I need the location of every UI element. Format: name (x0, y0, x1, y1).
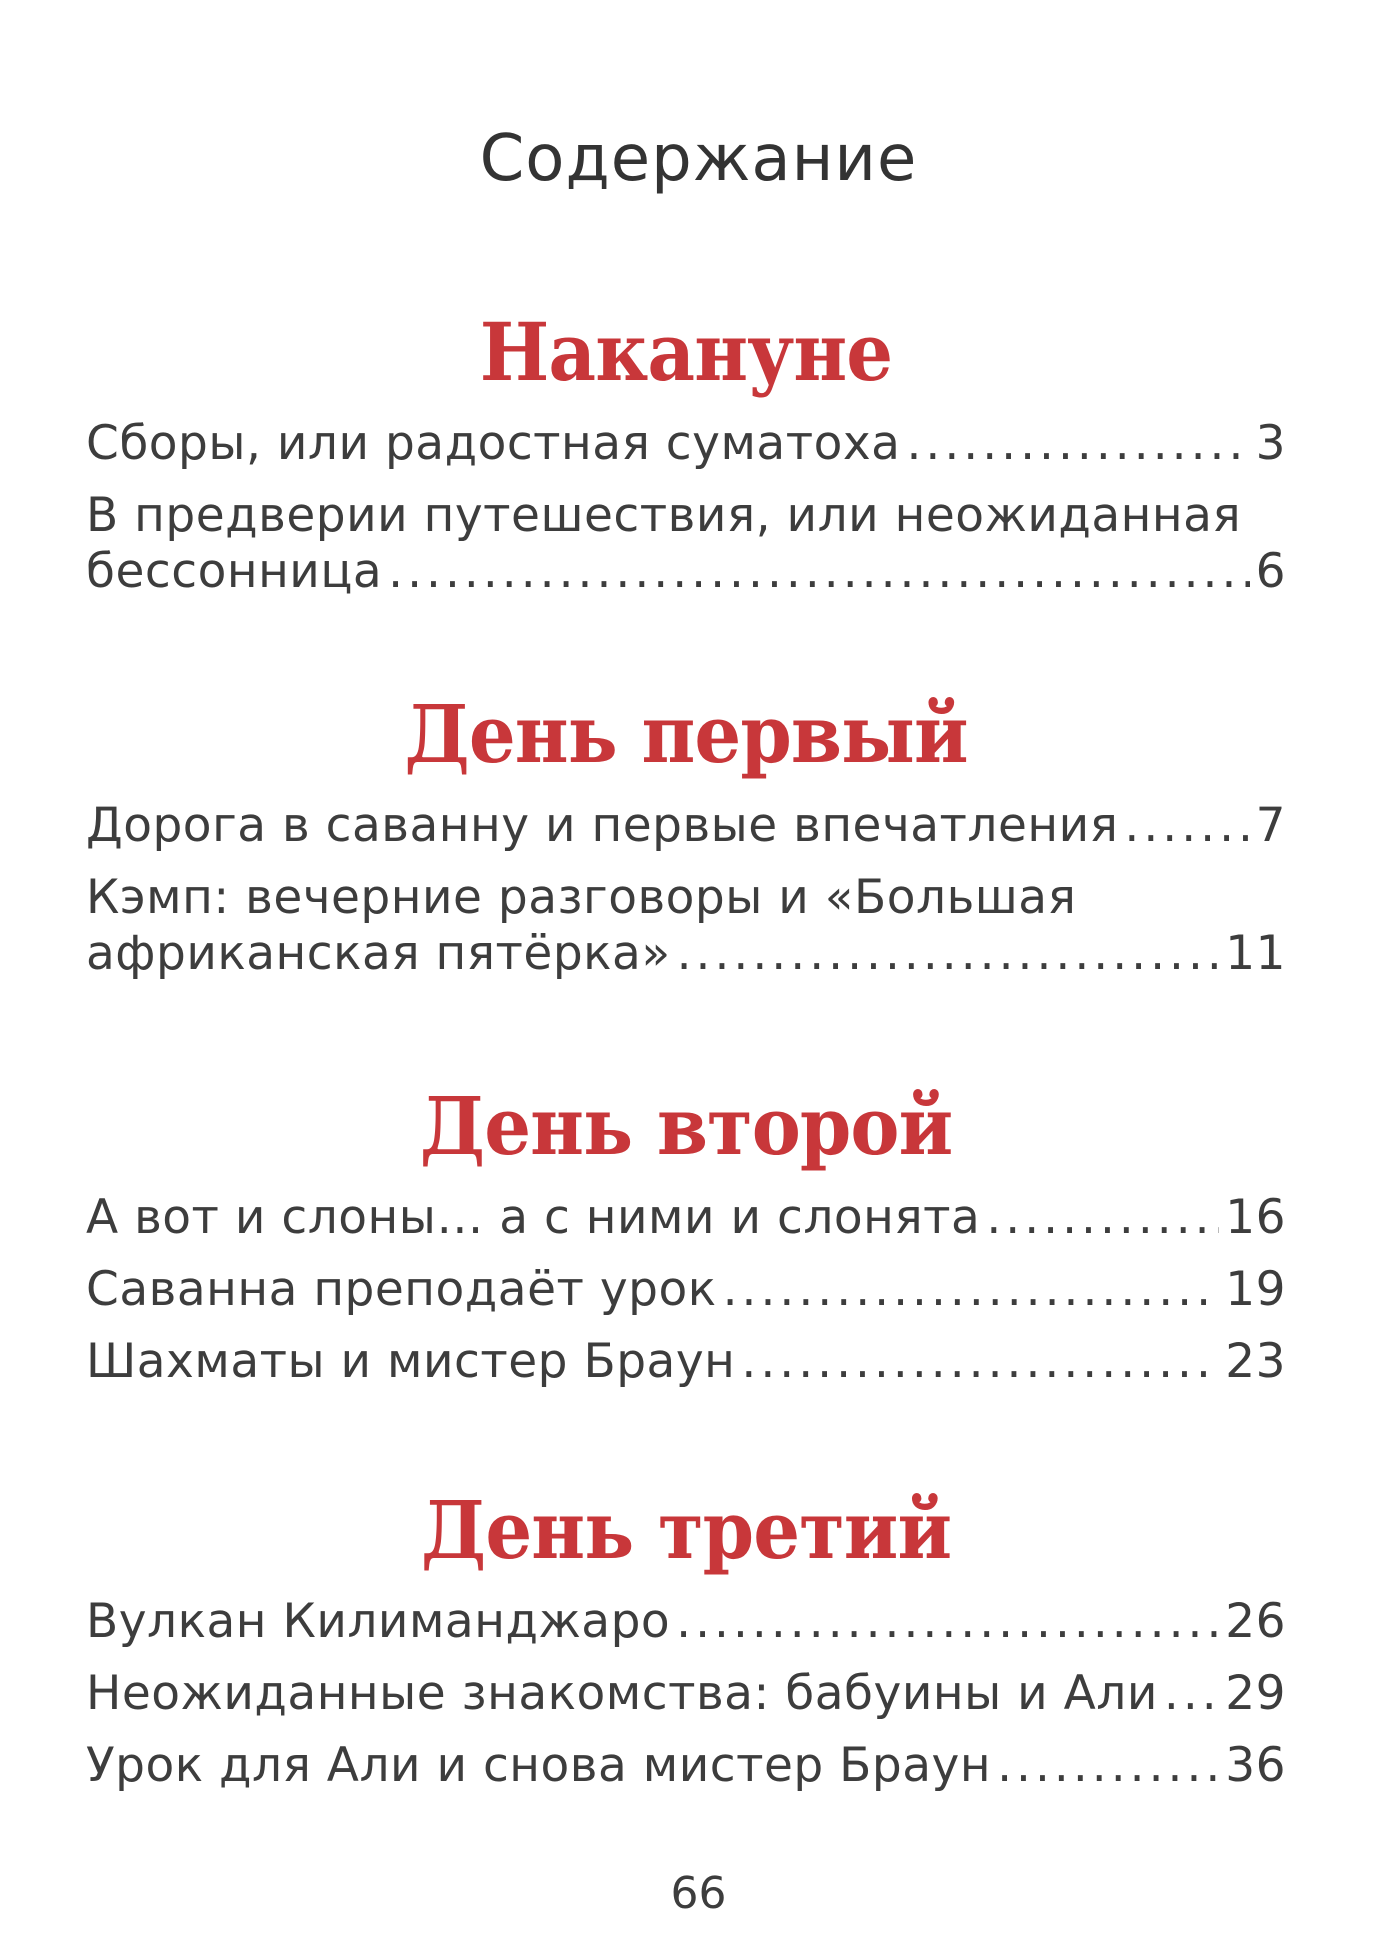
page-number: 66 (670, 1868, 727, 1919)
dot-leader (906, 416, 1249, 472)
dot-leader (388, 544, 1249, 600)
toc-entry[interactable] (86, 1594, 1286, 1650)
toc-entry-title: Урок для Али и снова мистер Браун (86, 1738, 992, 1793)
toc-entry[interactable] (86, 1334, 1286, 1390)
dot-leader (677, 926, 1220, 982)
toc-entry[interactable] (86, 416, 1286, 472)
toc-entry-page: 19 (1225, 1262, 1286, 1317)
section-nakanune (86, 305, 1286, 616)
toc-entry-title: Саванна преподаёт урок (86, 1262, 717, 1317)
dot-leader (676, 1594, 1219, 1650)
toc-entry[interactable] (86, 1262, 1286, 1318)
toc-entry[interactable] (86, 798, 1286, 854)
toc-entry-page: 16 (1225, 1190, 1286, 1245)
toc-entry[interactable] (86, 1190, 1286, 1246)
toc-entry-page: 36 (1225, 1738, 1286, 1793)
toc-entry-title: Шахматы и мистер Браун (86, 1334, 736, 1389)
toc-entry[interactable] (86, 1666, 1286, 1722)
section-heading: День второй (419, 1079, 953, 1173)
toc-entry-title: Сборы, или радостная суматоха (86, 416, 901, 471)
dot-leader (986, 1190, 1219, 1246)
toc-entry[interactable] (86, 870, 1286, 982)
toc-entry-title-line1: Кэмп: вечерние разговоры и «Большая (86, 870, 1077, 925)
page-title: Содержание (479, 122, 918, 196)
toc-entry-title: Вулкан Килиманджаро (86, 1594, 671, 1649)
toc-entry-page: 29 (1225, 1666, 1286, 1721)
dot-leader (723, 1262, 1220, 1318)
section-den-tretii (86, 1483, 1286, 1810)
toc-entry-page: 11 (1225, 926, 1286, 981)
toc-entry-title: Неожиданные знакомства: бабуины и Али (86, 1666, 1158, 1721)
section-heading: День третий (420, 1483, 952, 1577)
toc-entry-title: А вот и слоны… а с ними и слонята (86, 1190, 981, 1245)
dot-leader (1124, 798, 1249, 854)
section-den-pervyi (86, 687, 1286, 998)
toc-entry-page: 26 (1225, 1594, 1286, 1649)
toc-entry-title: Дорога в саванну и первые впечатления (86, 798, 1119, 853)
toc-entry-page: 7 (1255, 798, 1286, 853)
toc-entry-page: 23 (1225, 1334, 1286, 1389)
section-heading: Накануне (479, 305, 893, 399)
toc-entry[interactable] (86, 1738, 1286, 1794)
section-heading: День первый (404, 687, 968, 781)
toc-entry-page: 3 (1255, 416, 1286, 471)
toc-entry-title: африканская пятёрка» (86, 926, 671, 981)
toc-entry-title: бессонница (86, 544, 383, 599)
toc-entry-page: 6 (1255, 544, 1286, 599)
toc-entry[interactable] (86, 488, 1286, 600)
toc-entry-title-line1: В предверии путешествия, или неожиданная (86, 488, 1242, 543)
dot-leader (997, 1738, 1219, 1794)
dot-leader (741, 1334, 1219, 1390)
dot-leader (1164, 1666, 1219, 1722)
section-den-vtoroi (86, 1079, 1286, 1406)
